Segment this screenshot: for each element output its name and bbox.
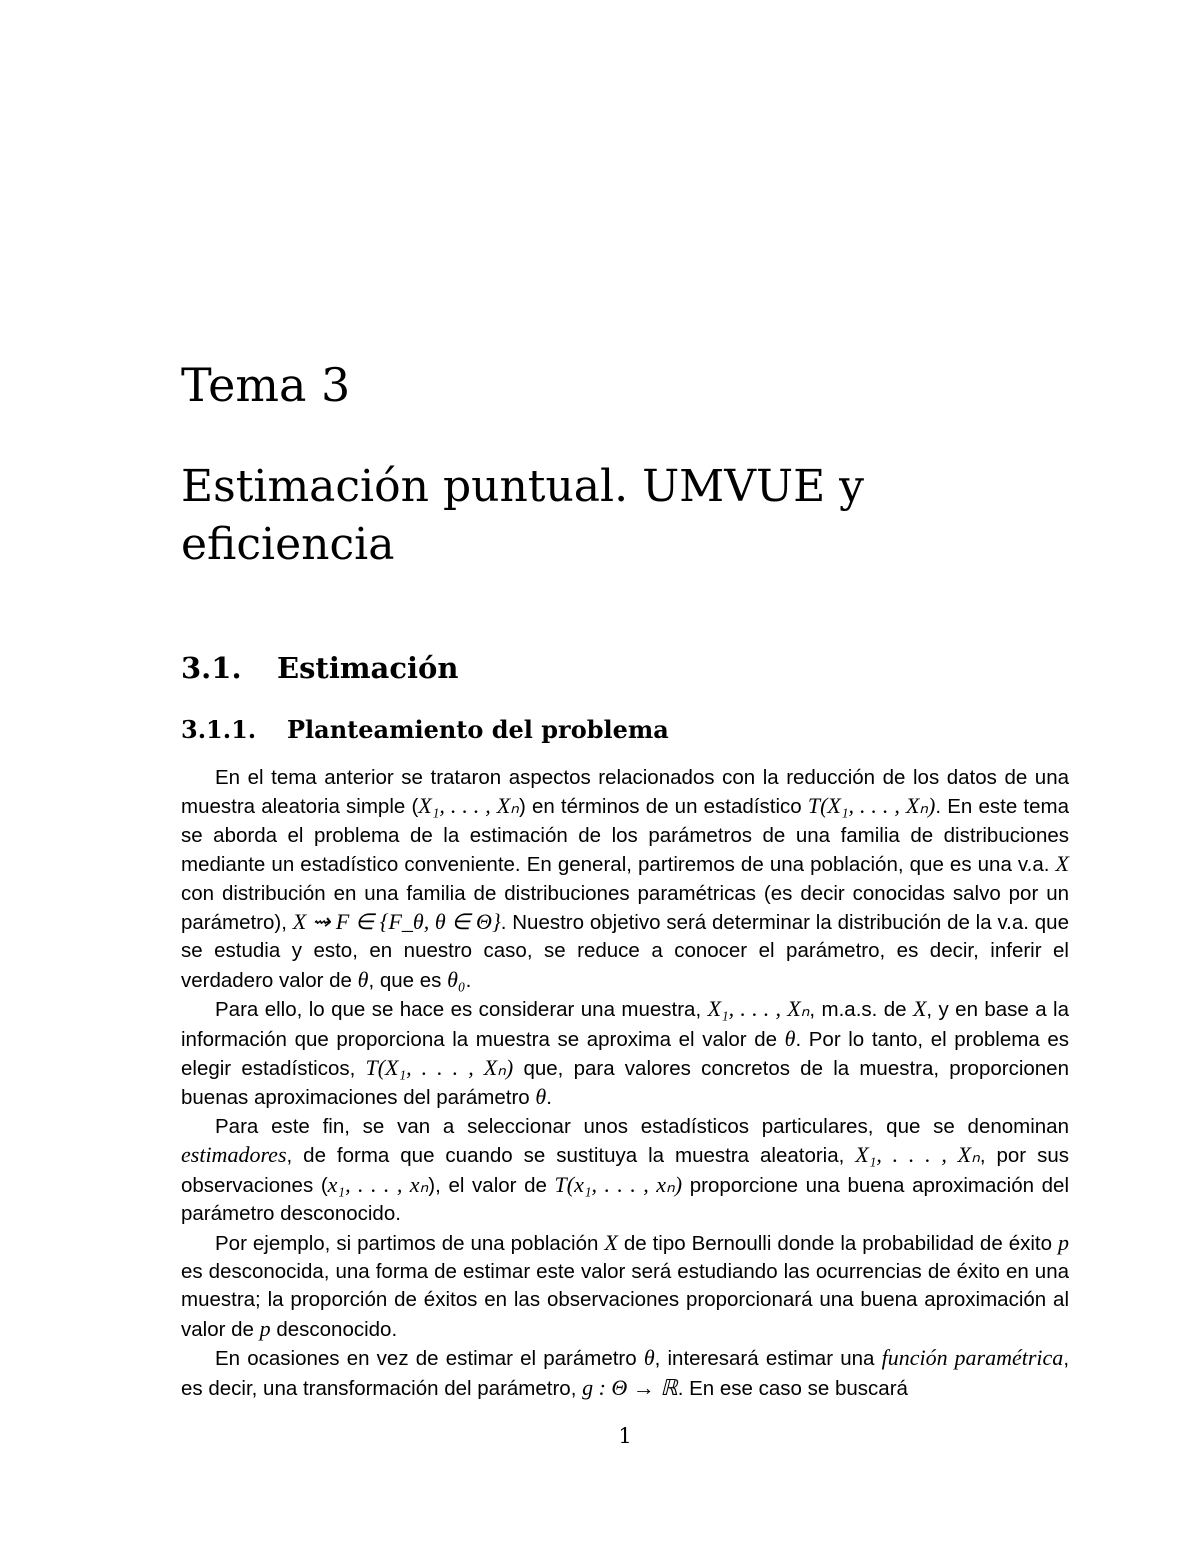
subsection-title: Planteamiento del problema [287,715,669,744]
text-run: de tipo Bernoulli donde la probabilidad de éxito [617,1231,1058,1255]
text-run: . En ese caso se buscará [677,1376,908,1400]
math-expression: X₁, . . . , Xₙ [707,996,810,1022]
text-run: ) en términos de un estadístico [518,795,808,819]
body-text [181,764,1069,1403]
text-run: es desconocida, una forma de estimar este valor será estudiando las ocurrencias de éxito en una muestra; la proporción de éxitos en las observaciones proporcionará una buena aproximación al valor de [181,1259,1069,1341]
text-run: , es decir, una transformación del parámetro, [181,1347,1070,1400]
text-run: desconocido. [270,1317,398,1341]
text-run: , de forma que cuando se sustituya la muestra aleatoria, [286,1144,856,1168]
math-expression: X₁, . . . , Xₙ [418,793,519,819]
math-expression: θ₀ [447,966,466,992]
text-run: Por ejemplo, si partimos de una población [215,1231,605,1255]
text-run: . Nuestro objetivo será determinar la distribución de la v.a. que se estudia y esto, en nuestro caso, se reduce a conocer el parámetro, es decir, inferir el verdadero valor de [181,911,1069,992]
math-expression: θ [643,1345,655,1371]
math-expression: T(X₁, . . . , Xₙ) [365,1055,514,1081]
chapter-title: Estimación puntual. UMVUE y eficiencia [181,461,865,570]
math-expression: X₁, . . . , Xₙ [855,1142,980,1168]
text-run: proporcione una buena aproximación del parámetro desconocido. [181,1173,1069,1226]
math-expression: X [1055,851,1069,877]
math-expression: X ⇝ F ∈ {F_θ, θ ∈ Θ} [292,909,501,935]
text-run: . En este tema se aborda el problema de la estimación de los parámetros de una familia de distribuciones mediante un estadístico conveniente. En general, partiremos de una población, que es una v.a. [181,795,1069,877]
subsection-number: 3.1.1. [181,715,257,744]
text-run: En ocasiones en vez de estimar el parámetro [215,1347,644,1371]
text-run: , y en base a la información que proporciona la muestra se aproxima el valor de [181,998,1069,1051]
text-run: , por sus observaciones ( [181,1144,1069,1197]
text-run: que, para valores concretos de la muestra, proporcionen buenas aproximaciones del parámetro [181,1057,1069,1110]
text-run: Para ello, lo que se hace es considerar una muestra, [215,998,708,1022]
math-expression: p [259,1315,271,1341]
text-run: ), el valor de [428,1173,555,1197]
text-run: , que es [368,968,448,992]
section-heading [181,648,458,688]
section-title: Estimación [277,651,459,685]
text-run: Para este fin, se van a seleccionar unos estadísticos particulares, que se denominan [215,1114,1069,1138]
emphasis-text: función paramétrica [881,1345,1064,1371]
emphasis-text: estimadores [181,1142,287,1168]
text-run: . [465,968,472,992]
math-expression: T(X₁, . . . , Xₙ) [807,793,936,819]
paragraph-1 [181,764,1069,995]
chapter-label: Tema 3 [181,358,351,412]
text-run: con distribución en una familia de distribuciones paramétricas (es decir conocidas salvo por un parámetro), [181,881,1069,935]
subsection-heading [181,713,669,747]
paragraph-5 [181,1344,1069,1403]
math-expression: T(x₁, . . . , xₙ) [554,1171,683,1197]
math-expression: θ [535,1084,547,1110]
paragraph-3 [181,1113,1069,1229]
text-run: En el tema anterior se trataron aspectos relacionados con la reducción de los datos de una muestra aleatoria simple ( [181,766,1069,819]
text-run: , interesará estimar una [654,1347,882,1371]
math-expression: X [912,996,927,1022]
math-expression: p [1058,1229,1069,1255]
math-expression: θ [784,1025,796,1051]
math-expression: g : Θ → ℝ [582,1374,678,1400]
paragraph-2 [181,995,1069,1113]
paragraph-4 [181,1229,1069,1345]
text-run: . [546,1086,552,1110]
math-expression: X [604,1229,618,1255]
math-expression: θ [357,966,369,992]
text-run: . Por lo tanto, el problema es elegir estadísticos, [181,1027,1069,1081]
math-expression: x₁, . . . , xₙ [327,1171,429,1197]
text-run: , m.a.s. de [809,998,913,1022]
page-number: 1 [618,1424,632,1448]
section-number: 3.1. [181,651,242,685]
